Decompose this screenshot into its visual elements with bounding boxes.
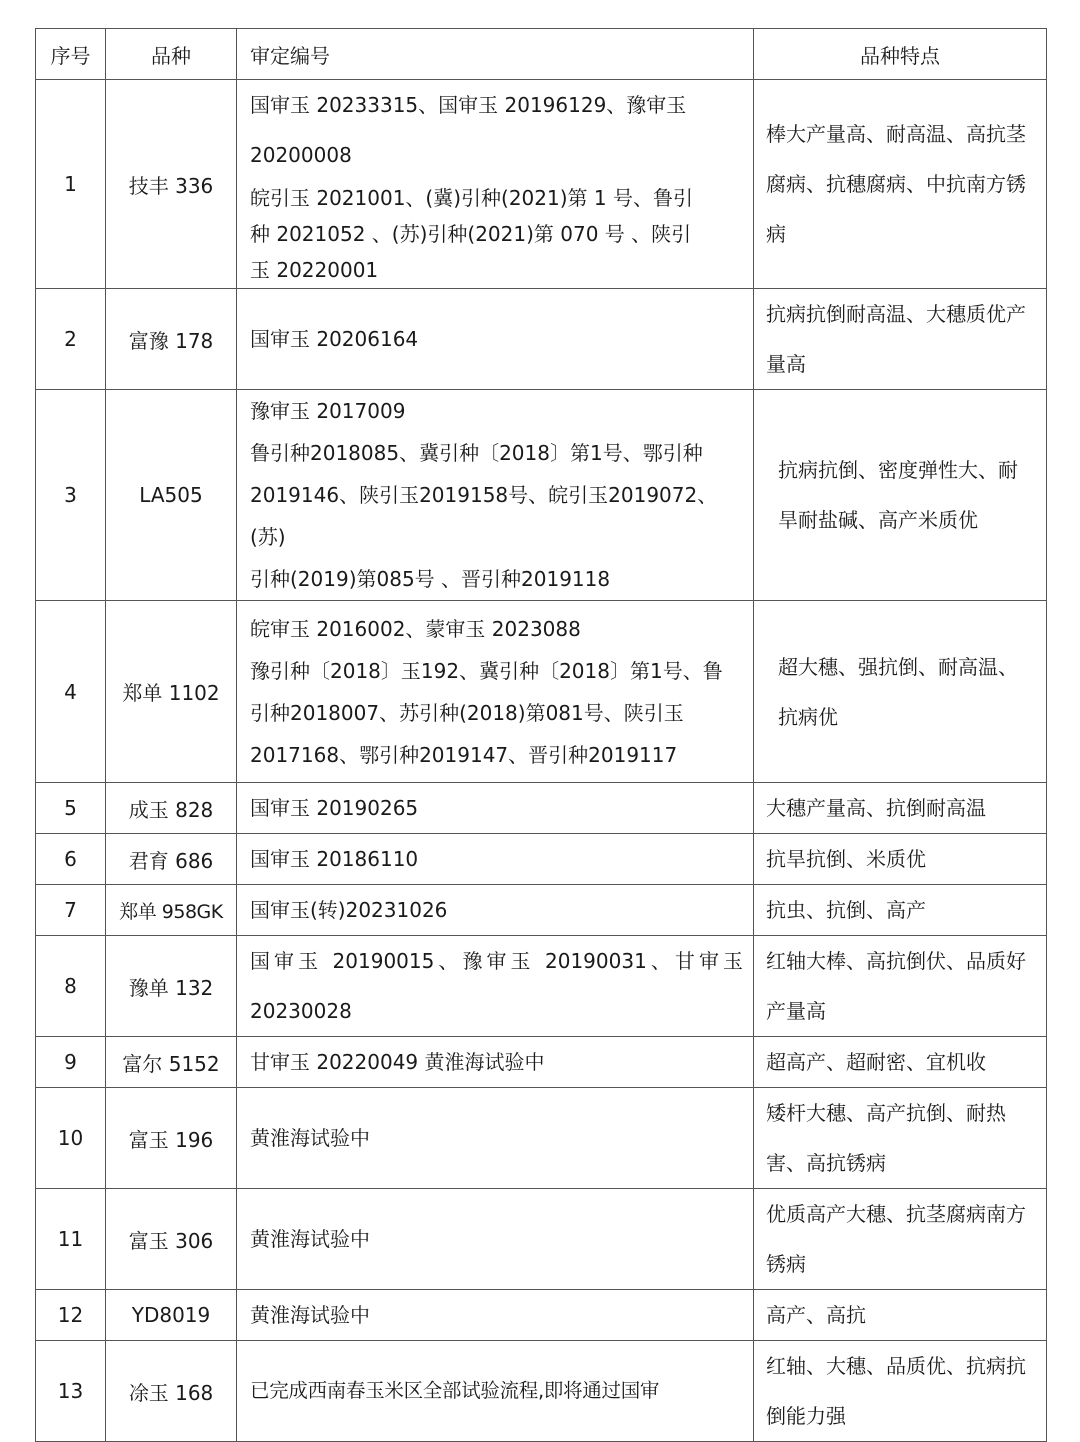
cell-no: 13 [36, 1341, 106, 1442]
cell-variety: YD8019 [106, 1290, 237, 1341]
approval-line: 2017168、鄂引种2019147、晋引种2019117 [250, 742, 678, 767]
approval-line: 豫审玉 2017009 [250, 399, 406, 423]
approval-line: 2019146、陕引玉2019158号、皖引玉2019072、(苏) [250, 483, 718, 549]
cell-variety: 技丰 336 [106, 80, 237, 289]
cell-no: 5 [36, 783, 106, 834]
approval-line: 引种(2019)第085号 、晋引种2019118 [250, 567, 611, 591]
cell-approval [237, 1341, 754, 1442]
cell-features: 红轴大棒、高抗倒伏、品质好产量高 [754, 936, 1047, 1037]
cell-approval [237, 885, 754, 936]
header-approval: 审定编号 [237, 29, 754, 80]
cell-approval [237, 80, 754, 289]
cell-variety: 君育 686 [106, 834, 237, 885]
cell-approval [237, 1037, 754, 1088]
cell-no: 11 [36, 1189, 106, 1290]
approval-line: 豫引种〔2018〕玉192、冀引种〔2018〕第1号、鲁 [250, 658, 723, 683]
cell-approval [237, 1088, 754, 1189]
cell-no: 10 [36, 1088, 106, 1189]
cell-features: 超大穗、强抗倒、耐高温、抗病优 [754, 601, 1047, 783]
cell-features: 优质高产大穗、抗茎腐病南方锈病 [754, 1189, 1047, 1290]
approval-line: 种 2021052 、(苏)引种(2021)第 070 号 、陕引 [250, 222, 692, 246]
cell-approval [237, 390, 754, 601]
cell-variety: 凃玉 168 [106, 1341, 237, 1442]
table-row [36, 601, 1047, 783]
header-row [36, 29, 1047, 80]
approval-line: 20200008 [250, 143, 352, 167]
approval-line: 黄淮海试验中 [250, 1227, 370, 1251]
cell-variety: 豫单 132 [106, 936, 237, 1037]
cell-features: 高产、高抗 [754, 1290, 1047, 1341]
approval-line: 国审玉 20190265 [250, 796, 419, 820]
header-variety: 品种 [106, 29, 237, 80]
table-row [36, 1189, 1047, 1290]
approval-line: 黄淮海试验中 [250, 1303, 370, 1327]
cell-variety: 郑单 958GK [106, 885, 237, 936]
approval-line: 引种2018007、苏引种(2018)第081号、陕引玉 [250, 700, 684, 725]
cell-approval [237, 936, 754, 1037]
cell-approval [237, 289, 754, 390]
cell-features: 抗病抗倒、密度弹性大、耐旱耐盐碱、高产米质优 [754, 390, 1047, 601]
approval-line: 皖审玉 2016002、蒙审玉 2023088 [250, 616, 581, 641]
cell-features: 抗病抗倒耐高温、大穗质优产量高 [754, 289, 1047, 390]
approval-line: 皖引玉 2021001、(冀)引种(2021)第 1 号、鲁引 [250, 186, 693, 210]
table-row [36, 1088, 1047, 1189]
approval-line: 国审玉 20206164 [250, 327, 419, 351]
approval-line: 已完成西南春玉米区全部试验流程,即将通过国审 [250, 1379, 660, 1402]
cell-features: 抗旱抗倒、米质优 [754, 834, 1047, 885]
cell-no: 4 [36, 601, 106, 783]
cell-variety: LA505 [106, 390, 237, 601]
cell-no: 6 [36, 834, 106, 885]
cell-variety: 富尔 5152 [106, 1037, 237, 1088]
cell-features: 大穗产量高、抗倒耐高温 [754, 783, 1047, 834]
cell-approval [237, 1189, 754, 1290]
approval-line: 黄淮海试验中 [250, 1126, 370, 1150]
cell-variety: 富玉 306 [106, 1189, 237, 1290]
table-row [36, 885, 1047, 936]
table-row [36, 289, 1047, 390]
cell-approval [237, 601, 754, 783]
table-row [36, 936, 1047, 1037]
approval-line: 国审玉 20190015、豫审玉 20190031、甘审玉 [250, 949, 743, 973]
cell-variety: 郑单 1102 [106, 601, 237, 783]
cell-no: 9 [36, 1037, 106, 1088]
table-row [36, 834, 1047, 885]
approval-line: 国审玉 20186110 [250, 847, 419, 871]
cell-no: 7 [36, 885, 106, 936]
approval-line: 国审玉(转)20231026 [250, 898, 448, 922]
cell-approval [237, 783, 754, 834]
table-row [36, 1290, 1047, 1341]
header-no: 序号 [36, 29, 106, 80]
variety-table [35, 28, 1047, 1442]
cell-no: 2 [36, 289, 106, 390]
approval-line: 20230028 [250, 999, 352, 1023]
cell-features: 抗虫、抗倒、高产 [754, 885, 1047, 936]
table-row [36, 390, 1047, 601]
cell-features: 超高产、超耐密、宜机收 [754, 1037, 1047, 1088]
cell-variety: 富豫 178 [106, 289, 237, 390]
cell-features: 矮杆大穗、高产抗倒、耐热害、高抗锈病 [754, 1088, 1047, 1189]
cell-approval [237, 1290, 754, 1341]
approval-line: 玉 20220001 [250, 258, 379, 282]
cell-features: 红轴、大穗、品质优、抗病抗倒能力强 [754, 1341, 1047, 1442]
header-features: 品种特点 [754, 29, 1047, 80]
approval-line: 鲁引种2018085、冀引种〔2018〕第1号、鄂引种 [250, 441, 703, 465]
cell-no: 12 [36, 1290, 106, 1341]
cell-no: 3 [36, 390, 106, 601]
cell-no: 8 [36, 936, 106, 1037]
cell-features: 棒大产量高、耐高温、高抗茎腐病、抗穗腐病、中抗南方锈病 [754, 80, 1047, 289]
cell-variety: 成玉 828 [106, 783, 237, 834]
approval-line: 甘审玉 20220049 黄淮海试验中 [250, 1050, 545, 1074]
cell-variety: 富玉 196 [106, 1088, 237, 1189]
cell-no: 1 [36, 80, 106, 289]
cell-approval [237, 834, 754, 885]
approval-line: 国审玉 20233315、国审玉 20196129、豫审玉 [250, 93, 687, 117]
table-row [36, 783, 1047, 834]
table-row [36, 1037, 1047, 1088]
table-row [36, 1341, 1047, 1442]
table-row [36, 80, 1047, 289]
